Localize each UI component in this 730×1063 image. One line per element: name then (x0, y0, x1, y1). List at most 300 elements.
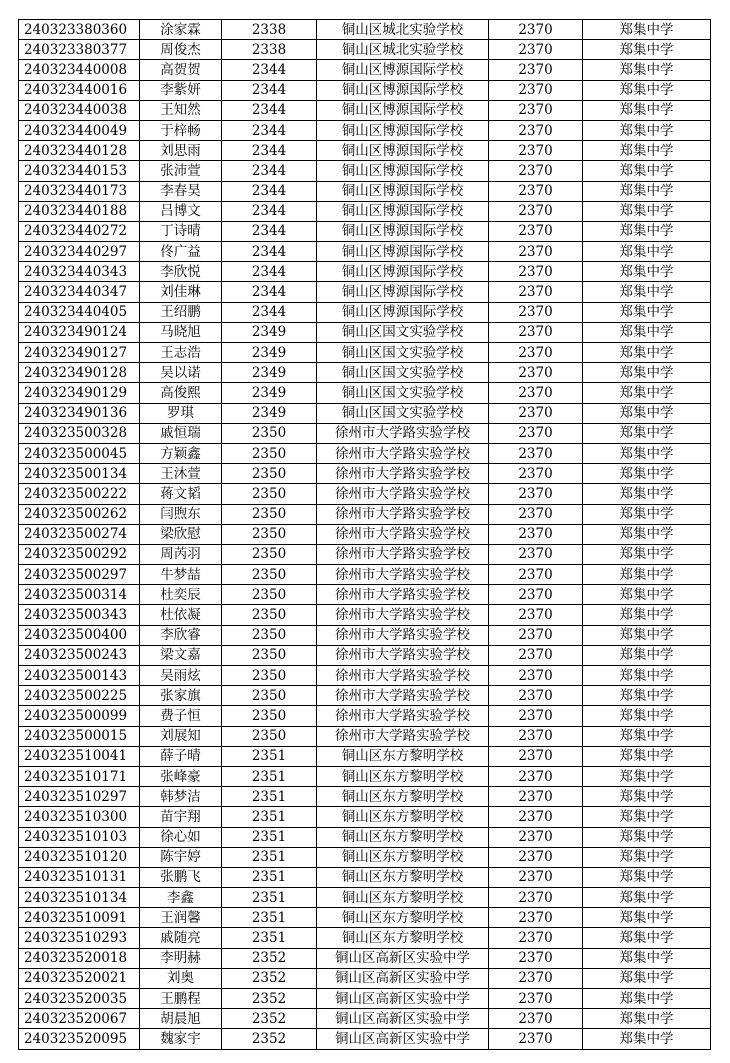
table-row (19, 262, 711, 282)
school-name-cell: 徐州市大学路实验学校 (317, 464, 489, 484)
target-school-name-cell: 郑集中学 (583, 827, 711, 847)
target-school-code-cell: 2370 (489, 443, 583, 463)
target-school-code-cell: 2370 (489, 403, 583, 423)
student-id-cell: 240323500225 (19, 686, 140, 706)
table-row (19, 60, 711, 80)
school-name-cell: 铜山区博源国际学校 (317, 302, 489, 322)
student-name-cell: 王志浩 (140, 343, 222, 363)
table-row (19, 201, 711, 221)
student-id-cell: 240323520067 (19, 1009, 140, 1029)
school-name-cell: 铜山区博源国际学校 (317, 181, 489, 201)
school-code-cell: 2351 (222, 847, 317, 867)
student-name-cell: 李欣睿 (140, 625, 222, 645)
target-school-name-cell: 郑集中学 (583, 948, 711, 968)
school-code-cell: 2352 (222, 948, 317, 968)
table-row (19, 666, 711, 686)
student-name-cell: 李欣悦 (140, 262, 222, 282)
student-id-cell: 240323510134 (19, 888, 140, 908)
school-name-cell: 铜山区东方黎明学校 (317, 746, 489, 766)
student-id-cell: 240323440347 (19, 282, 140, 302)
student-name-cell: 丁诗晴 (140, 221, 222, 241)
student-id-cell: 240323510041 (19, 746, 140, 766)
student-id-cell: 240323500274 (19, 524, 140, 544)
school-name-cell: 徐州市大学路实验学校 (317, 504, 489, 524)
student-name-cell: 戚随亮 (140, 928, 222, 948)
target-school-code-cell: 2370 (489, 161, 583, 181)
school-name-cell: 铜山区博源国际学校 (317, 100, 489, 120)
student-name-cell: 张峰豪 (140, 766, 222, 786)
student-id-cell: 240323500143 (19, 666, 140, 686)
student-name-cell: 刘思雨 (140, 141, 222, 161)
student-id-cell: 240323500400 (19, 625, 140, 645)
student-id-cell: 240323440016 (19, 80, 140, 100)
table-row (19, 363, 711, 383)
target-school-code-cell: 2370 (489, 504, 583, 524)
target-school-name-cell: 郑集中学 (583, 20, 711, 40)
target-school-name-cell: 郑集中学 (583, 928, 711, 948)
school-name-cell: 铜山区国文实验学校 (317, 383, 489, 403)
school-code-cell: 2344 (222, 242, 317, 262)
student-name-cell: 陈宇婷 (140, 847, 222, 867)
target-school-code-cell: 2370 (489, 787, 583, 807)
student-name-cell: 李紫妍 (140, 80, 222, 100)
school-code-cell: 2351 (222, 867, 317, 887)
table-row (19, 181, 711, 201)
student-id-cell: 240323510297 (19, 787, 140, 807)
school-code-cell: 2350 (222, 484, 317, 504)
table-row (19, 726, 711, 746)
student-name-cell: 罗琪 (140, 403, 222, 423)
school-name-cell: 铜山区博源国际学校 (317, 242, 489, 262)
school-code-cell: 2349 (222, 343, 317, 363)
school-name-cell: 徐州市大学路实验学校 (317, 585, 489, 605)
school-name-cell: 铜山区城北实验学校 (317, 40, 489, 60)
target-school-name-cell: 郑集中学 (583, 726, 711, 746)
student-id-cell: 240323520035 (19, 989, 140, 1009)
student-name-cell: 王沐萱 (140, 464, 222, 484)
school-code-cell: 2350 (222, 585, 317, 605)
target-school-name-cell: 郑集中学 (583, 262, 711, 282)
target-school-code-cell: 2370 (489, 80, 583, 100)
student-name-cell: 刘展知 (140, 726, 222, 746)
student-name-cell: 戚恒瑞 (140, 423, 222, 443)
student-id-cell: 240323520018 (19, 948, 140, 968)
table-row (19, 605, 711, 625)
target-school-code-cell: 2370 (489, 60, 583, 80)
target-school-code-cell: 2370 (489, 484, 583, 504)
student-name-cell: 苗宇翔 (140, 807, 222, 827)
student-name-cell: 张鹏飞 (140, 867, 222, 887)
student-name-cell: 李春昊 (140, 181, 222, 201)
student-name-cell: 佟广益 (140, 242, 222, 262)
table-row (19, 322, 711, 342)
target-school-code-cell: 2370 (489, 867, 583, 887)
school-name-cell: 徐州市大学路实验学校 (317, 423, 489, 443)
table-row (19, 1029, 711, 1049)
target-school-name-cell: 郑集中学 (583, 968, 711, 988)
student-name-cell: 王绍鹏 (140, 302, 222, 322)
table-row (19, 1009, 711, 1029)
student-name-cell: 王润馨 (140, 908, 222, 928)
table-row (19, 383, 711, 403)
target-school-code-cell: 2370 (489, 928, 583, 948)
table-row (19, 766, 711, 786)
table-row (19, 544, 711, 564)
school-code-cell: 2344 (222, 262, 317, 282)
student-name-cell: 梁欣慰 (140, 524, 222, 544)
target-school-name-cell: 郑集中学 (583, 746, 711, 766)
target-school-code-cell: 2370 (489, 948, 583, 968)
school-code-cell: 2350 (222, 464, 317, 484)
target-school-code-cell: 2370 (489, 746, 583, 766)
target-school-name-cell: 郑集中学 (583, 100, 711, 120)
table-row (19, 423, 711, 443)
target-school-name-cell: 郑集中学 (583, 605, 711, 625)
target-school-code-cell: 2370 (489, 686, 583, 706)
target-school-code-cell: 2370 (489, 120, 583, 140)
school-name-cell: 铜山区国文实验学校 (317, 403, 489, 423)
student-id-cell: 240323510171 (19, 766, 140, 786)
target-school-code-cell: 2370 (489, 544, 583, 564)
target-school-name-cell: 郑集中学 (583, 443, 711, 463)
school-code-cell: 2349 (222, 322, 317, 342)
school-name-cell: 铜山区博源国际学校 (317, 120, 489, 140)
table-row (19, 80, 711, 100)
school-code-cell: 2351 (222, 807, 317, 827)
table-row (19, 565, 711, 585)
school-name-cell: 铜山区博源国际学校 (317, 60, 489, 80)
table-row (19, 221, 711, 241)
school-code-cell: 2350 (222, 605, 317, 625)
school-name-cell: 铜山区东方黎明学校 (317, 827, 489, 847)
school-code-cell: 2350 (222, 645, 317, 665)
student-id-cell: 240323500099 (19, 706, 140, 726)
target-school-code-cell: 2370 (489, 20, 583, 40)
school-name-cell: 铜山区博源国际学校 (317, 80, 489, 100)
table-row (19, 40, 711, 60)
table-row (19, 888, 711, 908)
table-row (19, 827, 711, 847)
school-name-cell: 铜山区博源国际学校 (317, 221, 489, 241)
school-code-cell: 2344 (222, 141, 317, 161)
student-name-cell: 杜依凝 (140, 605, 222, 625)
target-school-name-cell: 郑集中学 (583, 807, 711, 827)
table-row (19, 968, 711, 988)
student-name-cell: 马晓旭 (140, 322, 222, 342)
student-name-cell: 牛梦喆 (140, 565, 222, 585)
student-name-cell: 于梓畅 (140, 120, 222, 140)
school-code-cell: 2350 (222, 726, 317, 746)
student-name-cell: 涂家霖 (140, 20, 222, 40)
target-school-name-cell: 郑集中学 (583, 1029, 711, 1049)
target-school-code-cell: 2370 (489, 585, 583, 605)
target-school-name-cell: 郑集中学 (583, 908, 711, 928)
table-row (19, 585, 711, 605)
school-name-cell: 铜山区国文实验学校 (317, 322, 489, 342)
school-name-cell: 徐州市大学路实验学校 (317, 686, 489, 706)
student-name-cell: 费子恒 (140, 706, 222, 726)
school-name-cell: 铜山区东方黎明学校 (317, 847, 489, 867)
student-id-cell: 240323510103 (19, 827, 140, 847)
target-school-code-cell: 2370 (489, 706, 583, 726)
target-school-name-cell: 郑集中学 (583, 181, 711, 201)
school-name-cell: 铜山区博源国际学校 (317, 141, 489, 161)
student-name-cell: 梁文嘉 (140, 645, 222, 665)
school-name-cell: 徐州市大学路实验学校 (317, 666, 489, 686)
target-school-name-cell: 郑集中学 (583, 847, 711, 867)
target-school-name-cell: 郑集中学 (583, 120, 711, 140)
target-school-code-cell: 2370 (489, 141, 583, 161)
student-name-cell: 李明赫 (140, 948, 222, 968)
target-school-code-cell: 2370 (489, 383, 583, 403)
student-id-cell: 240323510293 (19, 928, 140, 948)
student-name-cell: 吴雨炫 (140, 666, 222, 686)
student-id-cell: 240323440343 (19, 262, 140, 282)
school-code-cell: 2349 (222, 403, 317, 423)
table-row (19, 242, 711, 262)
target-school-code-cell: 2370 (489, 1029, 583, 1049)
table-row (19, 161, 711, 181)
student-name-cell: 张沛萱 (140, 161, 222, 181)
table-row (19, 100, 711, 120)
target-school-code-cell: 2370 (489, 888, 583, 908)
table-row (19, 706, 711, 726)
student-name-cell: 王鹏程 (140, 989, 222, 1009)
table-row (19, 787, 711, 807)
school-name-cell: 铜山区博源国际学校 (317, 262, 489, 282)
target-school-code-cell: 2370 (489, 423, 583, 443)
school-code-cell: 2350 (222, 504, 317, 524)
school-name-cell: 铜山区东方黎明学校 (317, 908, 489, 928)
target-school-name-cell: 郑集中学 (583, 60, 711, 80)
target-school-name-cell: 郑集中学 (583, 322, 711, 342)
target-school-code-cell: 2370 (489, 1009, 583, 1029)
school-code-cell: 2344 (222, 80, 317, 100)
target-school-name-cell: 郑集中学 (583, 585, 711, 605)
table-row (19, 867, 711, 887)
student-id-cell: 240323440173 (19, 181, 140, 201)
student-name-cell: 魏家宇 (140, 1029, 222, 1049)
school-name-cell: 铜山区东方黎明学校 (317, 807, 489, 827)
school-name-cell: 铜山区东方黎明学校 (317, 888, 489, 908)
target-school-code-cell: 2370 (489, 242, 583, 262)
target-school-code-cell: 2370 (489, 847, 583, 867)
school-code-cell: 2350 (222, 666, 317, 686)
target-school-name-cell: 郑集中学 (583, 666, 711, 686)
student-id-cell: 240323380377 (19, 40, 140, 60)
student-id-cell: 240323500328 (19, 423, 140, 443)
table-row (19, 989, 711, 1009)
student-name-cell: 方颖鑫 (140, 443, 222, 463)
school-code-cell: 2350 (222, 686, 317, 706)
student-id-cell: 240323440049 (19, 120, 140, 140)
target-school-code-cell: 2370 (489, 524, 583, 544)
student-name-cell: 刘佳琳 (140, 282, 222, 302)
table-row (19, 847, 711, 867)
school-code-cell: 2344 (222, 120, 317, 140)
student-id-cell: 240323380360 (19, 20, 140, 40)
target-school-name-cell: 郑集中学 (583, 363, 711, 383)
target-school-name-cell: 郑集中学 (583, 888, 711, 908)
target-school-name-cell: 郑集中学 (583, 302, 711, 322)
student-id-cell: 240323440272 (19, 221, 140, 241)
school-code-cell: 2350 (222, 443, 317, 463)
school-code-cell: 2349 (222, 363, 317, 383)
school-name-cell: 铜山区城北实验学校 (317, 20, 489, 40)
target-school-code-cell: 2370 (489, 221, 583, 241)
table-row (19, 484, 711, 504)
target-school-code-cell: 2370 (489, 666, 583, 686)
school-code-cell: 2351 (222, 908, 317, 928)
target-school-code-cell: 2370 (489, 282, 583, 302)
student-name-cell: 杜奕辰 (140, 585, 222, 605)
school-code-cell: 2344 (222, 100, 317, 120)
student-name-cell: 周俊杰 (140, 40, 222, 60)
target-school-code-cell: 2370 (489, 645, 583, 665)
table-row (19, 625, 711, 645)
school-code-cell: 2351 (222, 787, 317, 807)
target-school-code-cell: 2370 (489, 100, 583, 120)
school-name-cell: 铜山区东方黎明学校 (317, 928, 489, 948)
student-id-cell: 240323440188 (19, 201, 140, 221)
student-name-cell: 张家旗 (140, 686, 222, 706)
student-id-cell: 240323440297 (19, 242, 140, 262)
school-code-cell: 2350 (222, 423, 317, 443)
target-school-name-cell: 郑集中学 (583, 625, 711, 645)
student-id-cell: 240323490129 (19, 383, 140, 403)
target-school-name-cell: 郑集中学 (583, 484, 711, 504)
target-school-code-cell: 2370 (489, 363, 583, 383)
target-school-name-cell: 郑集中学 (583, 80, 711, 100)
school-name-cell: 徐州市大学路实验学校 (317, 706, 489, 726)
student-id-cell: 240323500015 (19, 726, 140, 746)
target-school-name-cell: 郑集中学 (583, 242, 711, 262)
school-code-cell: 2352 (222, 1009, 317, 1029)
table-row (19, 302, 711, 322)
target-school-code-cell: 2370 (489, 565, 583, 585)
school-code-cell: 2351 (222, 827, 317, 847)
school-name-cell: 徐州市大学路实验学校 (317, 605, 489, 625)
target-school-name-cell: 郑集中学 (583, 504, 711, 524)
target-school-code-cell: 2370 (489, 766, 583, 786)
target-school-name-cell: 郑集中学 (583, 423, 711, 443)
table-row (19, 464, 711, 484)
school-code-cell: 2350 (222, 625, 317, 645)
student-id-cell: 240323520095 (19, 1029, 140, 1049)
school-name-cell: 徐州市大学路实验学校 (317, 645, 489, 665)
student-id-cell: 240323500222 (19, 484, 140, 504)
school-code-cell: 2349 (222, 383, 317, 403)
target-school-name-cell: 郑集中学 (583, 282, 711, 302)
student-name-cell: 蒋文韬 (140, 484, 222, 504)
table-row (19, 928, 711, 948)
admission-table (18, 19, 711, 1050)
student-id-cell: 240323440038 (19, 100, 140, 120)
student-id-cell: 240323440128 (19, 141, 140, 161)
student-name-cell: 闫煦东 (140, 504, 222, 524)
school-code-cell: 2344 (222, 201, 317, 221)
table-row (19, 948, 711, 968)
target-school-name-cell: 郑集中学 (583, 524, 711, 544)
school-code-cell: 2351 (222, 766, 317, 786)
student-name-cell: 徐心如 (140, 827, 222, 847)
student-id-cell: 240323440008 (19, 60, 140, 80)
target-school-name-cell: 郑集中学 (583, 221, 711, 241)
target-school-name-cell: 郑集中学 (583, 645, 711, 665)
school-code-cell: 2351 (222, 888, 317, 908)
school-code-cell: 2344 (222, 221, 317, 241)
target-school-name-cell: 郑集中学 (583, 1009, 711, 1029)
table-row (19, 908, 711, 928)
school-code-cell: 2344 (222, 60, 317, 80)
school-code-cell: 2352 (222, 1029, 317, 1049)
school-name-cell: 铜山区博源国际学校 (317, 161, 489, 181)
table-row (19, 686, 711, 706)
target-school-name-cell: 郑集中学 (583, 766, 711, 786)
school-name-cell: 铜山区高新区实验中学 (317, 1029, 489, 1049)
school-name-cell: 徐州市大学路实验学校 (317, 524, 489, 544)
target-school-name-cell: 郑集中学 (583, 565, 711, 585)
school-code-cell: 2338 (222, 40, 317, 60)
school-code-cell: 2344 (222, 302, 317, 322)
student-name-cell: 韩梦洁 (140, 787, 222, 807)
student-id-cell: 240323500262 (19, 504, 140, 524)
table-row (19, 120, 711, 140)
school-code-cell: 2351 (222, 928, 317, 948)
table-row (19, 343, 711, 363)
school-code-cell: 2352 (222, 989, 317, 1009)
student-id-cell: 240323500243 (19, 645, 140, 665)
target-school-name-cell: 郑集中学 (583, 544, 711, 564)
target-school-code-cell: 2370 (489, 605, 583, 625)
school-name-cell: 铜山区东方黎明学校 (317, 787, 489, 807)
target-school-name-cell: 郑集中学 (583, 403, 711, 423)
target-school-name-cell: 郑集中学 (583, 787, 711, 807)
target-school-name-cell: 郑集中学 (583, 201, 711, 221)
target-school-name-cell: 郑集中学 (583, 383, 711, 403)
table-row (19, 746, 711, 766)
student-name-cell: 李鑫 (140, 888, 222, 908)
student-id-cell: 240323440153 (19, 161, 140, 181)
student-id-cell: 240323490124 (19, 322, 140, 342)
school-code-cell: 2350 (222, 544, 317, 564)
target-school-code-cell: 2370 (489, 181, 583, 201)
table-row (19, 282, 711, 302)
target-school-name-cell: 郑集中学 (583, 989, 711, 1009)
school-code-cell: 2344 (222, 181, 317, 201)
target-school-name-cell: 郑集中学 (583, 343, 711, 363)
target-school-name-cell: 郑集中学 (583, 161, 711, 181)
student-id-cell: 240323510120 (19, 847, 140, 867)
school-name-cell: 铜山区高新区实验中学 (317, 989, 489, 1009)
target-school-code-cell: 2370 (489, 726, 583, 746)
target-school-code-cell: 2370 (489, 464, 583, 484)
school-name-cell: 徐州市大学路实验学校 (317, 544, 489, 564)
target-school-name-cell: 郑集中学 (583, 141, 711, 161)
student-name-cell: 王知然 (140, 100, 222, 120)
table-row (19, 504, 711, 524)
school-name-cell: 徐州市大学路实验学校 (317, 484, 489, 504)
school-code-cell: 2350 (222, 706, 317, 726)
student-name-cell: 薛子晴 (140, 746, 222, 766)
school-name-cell: 铜山区高新区实验中学 (317, 968, 489, 988)
school-code-cell: 2350 (222, 524, 317, 544)
student-id-cell: 240323510300 (19, 807, 140, 827)
student-name-cell: 周芮羽 (140, 544, 222, 564)
student-id-cell: 240323500314 (19, 585, 140, 605)
school-code-cell: 2338 (222, 20, 317, 40)
school-name-cell: 铜山区东方黎明学校 (317, 766, 489, 786)
